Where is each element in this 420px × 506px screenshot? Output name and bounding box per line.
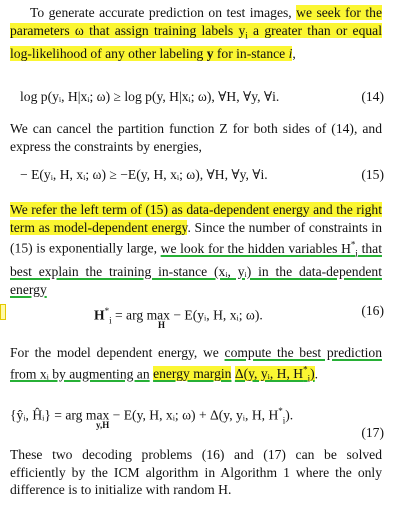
- margin-annotation-marker: [0, 304, 6, 320]
- equation-16: [10, 302, 384, 336]
- paragraph-partition: [10, 120, 382, 155]
- highlight-energy-margin: energy margin: [153, 366, 232, 382]
- equation-14-body: log p(yᵢ, H|xᵢ; ω) ≥ log p(y, H|xᵢ; ω), ∀H, ∀y, ∀i.: [20, 89, 280, 104]
- highlight-margin-formula: Δ(y, yᵢ, H, $H^*_i$): [234, 364, 315, 384]
- highlight-greater: a greater than or equal log-likelihood of any other labeling y for in-stance i: [10, 22, 382, 61]
- highlight-parameters: we seek for the parameters ω that assign training labels $y_i$: [10, 5, 382, 41]
- equation-17-subscript: y,H: [96, 420, 110, 430]
- p5-text: These two decoding problems (16) and (17) can be solved efficiently by the ICM algorithm in Algorithm 1 where the only difference is to initialize with random H.: [10, 447, 382, 498]
- p1-lead: To generate accurate prediction on test images,: [30, 5, 292, 20]
- equation-15-body: − E(yᵢ, H, xᵢ; ω) ≥ −E(y, H, xᵢ; ω), ∀H, ∀y, ∀i.: [20, 167, 268, 182]
- equation-16-subscript: H: [158, 320, 166, 330]
- paragraph-energy-terms: We refer the left term of (15) as data-dependent energy and the right term as model-dependent energy. Since the number of constraints in (15) is exponentially large, we look for the hidden variables $H^*_i$ that best explain the training in-stance (xᵢ, yᵢ) in the data-dependent energy: [10, 202, 382, 297]
- equation-16-body: $H^*_i$ = arg max − E(yᵢ, H, xᵢ; ω).: [94, 306, 263, 326]
- paragraph-decoding: [10, 446, 382, 499]
- highlight-energy-definition: We refer the left term of (15) as data-dependent energy and the right term as model-dependent energy: [10, 202, 382, 235]
- p2-text: We can cancel the partition function Z for both sides of (14), and express the constraints by energies,: [10, 121, 382, 154]
- underline-best-prediction: compute the best prediction from xᵢ by augmenting an: [10, 345, 382, 382]
- equation-17-number: (17): [361, 425, 384, 440]
- equation-17: [10, 402, 384, 442]
- equation-14-number: (14): [361, 89, 384, 104]
- equation-15-number: (15): [361, 167, 384, 182]
- underline-hidden-variables: we look for the hidden variables $H^*_i$ that best explain the training in-stance (xᵢ, yᵢ) in the data-dependent energy: [10, 239, 382, 297]
- paragraph-model-dependent: For the model dependent energy, we compute the best prediction from xᵢ by augmenting an energy margin Δ(y, yᵢ, H, $H^*_i$).: [10, 345, 382, 384]
- equation-16-number: (16): [361, 303, 384, 318]
- equation-17-body: {ŷᵢ, Ĥᵢ} = arg max − E(y, H, xᵢ; ω) + Δ(y, yᵢ, H, $H^*_i$).: [10, 406, 294, 426]
- paragraph-objective: To generate accurate prediction on test images, we seek for the parameters ω that assign training labels $y_i$ a greater than or equal log-likelihood of any other labeling y for in-stance i,: [10, 5, 382, 61]
